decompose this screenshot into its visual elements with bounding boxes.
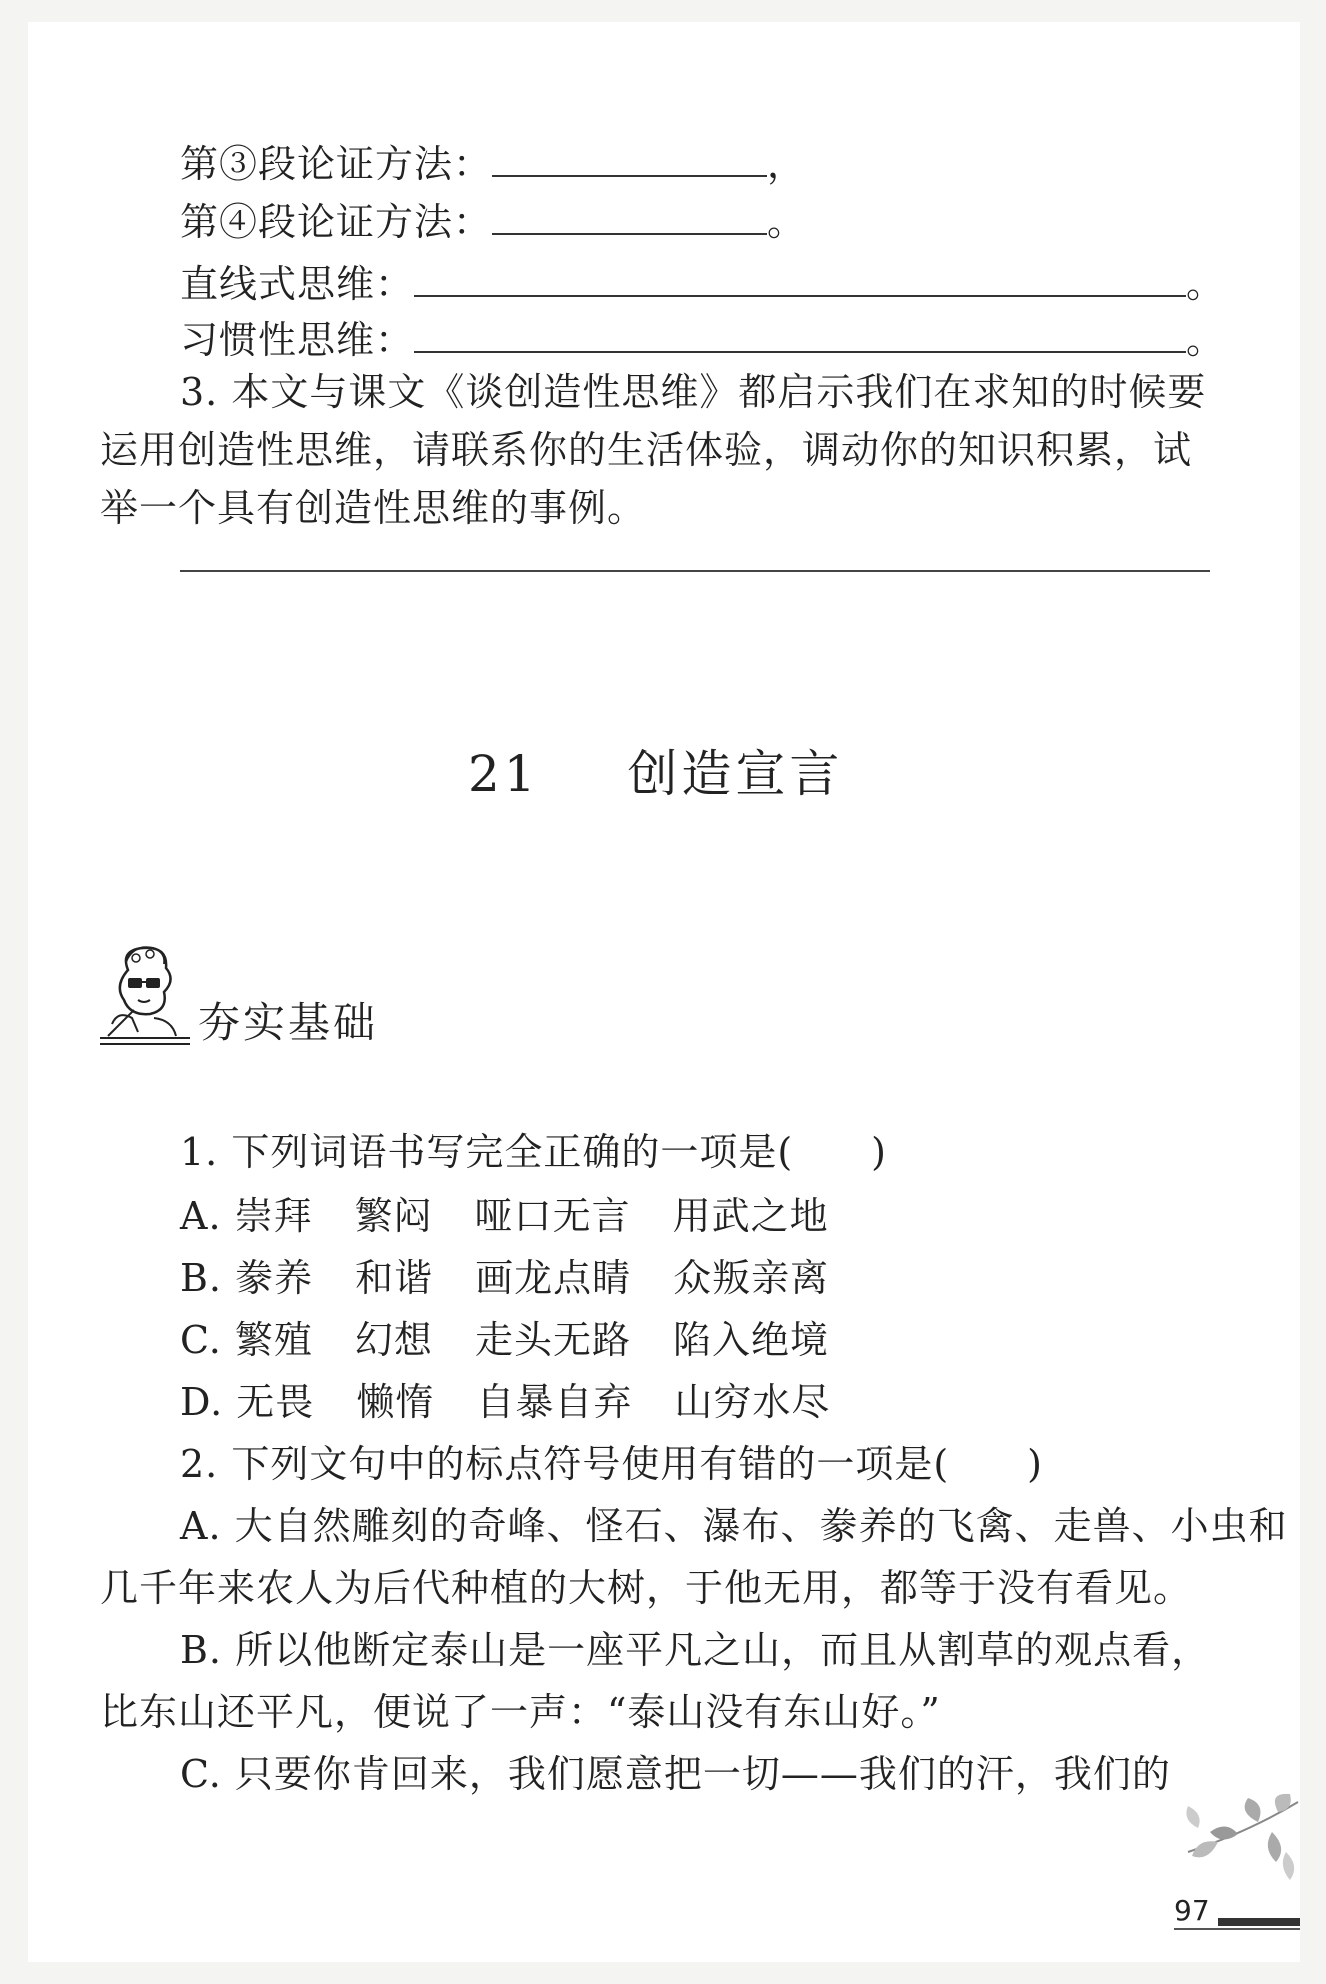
answer-rule[interactable] bbox=[180, 570, 1210, 572]
answer-line-4: 第④段论证方法： 。 bbox=[180, 200, 807, 244]
answer-line-linear: 直线式思维： 。 bbox=[180, 262, 1226, 306]
question-3-line3: 举一个具有创造性思维的事例。 bbox=[100, 486, 647, 530]
question-3-line1: 3. 本文与课文《谈创造性思维》都启示我们在求知的时候要 bbox=[180, 370, 1207, 414]
blank-field[interactable] bbox=[492, 199, 767, 235]
question-1-option-c[interactable]: C. 繁殖 幻想 走头无路 陷入绝境 bbox=[180, 1318, 829, 1362]
question-3-line2: 运用创造性思维，请联系你的生活体验，调动你的知识积累，试 bbox=[100, 428, 1193, 472]
blank-field[interactable] bbox=[492, 141, 767, 177]
lesson-name: 创造宣言 bbox=[627, 745, 844, 803]
answer-line-habitual: 习惯性思维： 。 bbox=[180, 318, 1226, 362]
blank-field[interactable] bbox=[414, 261, 1186, 297]
student-writing-icon bbox=[98, 940, 193, 1050]
leaf-branch-icon bbox=[1168, 1792, 1300, 1902]
question-2-option-a-line1[interactable]: A. 大自然雕刻的奇峰、怪石、瀑布、豢养的飞禽、走兽、小虫和 bbox=[180, 1504, 1288, 1548]
page-number-underline bbox=[1174, 1928, 1300, 1930]
question-1-option-a[interactable]: A. 崇拜 繁闷 哑口无言 用武之地 bbox=[180, 1194, 829, 1238]
workbook-page bbox=[28, 22, 1300, 1962]
lesson-title bbox=[468, 734, 843, 806]
section-title: 夯实基础 bbox=[198, 998, 379, 1047]
question-2-option-c-line1[interactable]: C. 只要你肯回来，我们愿意把一切——我们的汗，我们的 bbox=[180, 1752, 1171, 1796]
page-number-bar bbox=[1218, 1918, 1300, 1926]
question-1-option-b[interactable]: B. 豢养 和谐 画龙点睛 众叛亲离 bbox=[180, 1256, 830, 1300]
question-2-stem: 2. 下列文句中的标点符号使用有错的一项是( ) bbox=[180, 1442, 1043, 1486]
question-1-stem: 1. 下列词语书写完全正确的一项是( ) bbox=[180, 1130, 887, 1174]
page-number: 97 bbox=[1174, 1894, 1210, 1927]
question-1-option-d[interactable]: D. 无畏 懒惰 自暴自弃 山穷水尽 bbox=[180, 1380, 831, 1424]
question-2-option-b-line2: 比东山还平凡，便说了一声：“泰山没有东山好。” bbox=[100, 1690, 941, 1734]
question-2-option-b-line1[interactable]: B. 所以他断定泰山是一座平凡之山，而且从割草的观点看， bbox=[180, 1628, 1211, 1672]
lesson-number: 21 bbox=[468, 745, 540, 803]
answer-line-3: 第③段论证方法： ， bbox=[180, 142, 807, 186]
question-2-option-a-line2: 几千年来农人为后代种植的大树，于他无用，都等于没有看见。 bbox=[100, 1566, 1193, 1610]
blank-field[interactable] bbox=[414, 317, 1186, 353]
